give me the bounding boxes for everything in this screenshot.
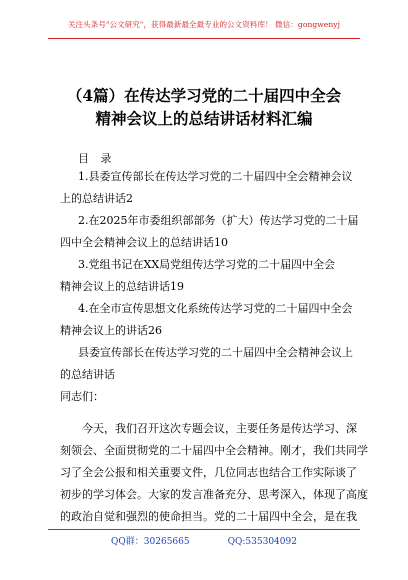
footer-qq-group: QQ群：30265665 [111,537,190,547]
footer-qq: QQ:535304092 [227,537,297,547]
body-line: 的政治自觉和强烈的使命担当。党的二十届四中全会，是在我 [60,510,357,523]
body-line: 刻领会、全面贯彻党的二十届四中全会精神。刚才，我们共同学 [60,444,368,457]
document-title [40,84,368,130]
toc-heading: 目 录 [78,152,116,165]
header-divider [48,38,360,39]
body-line: 初步的学习体会。大家的发言准备充分、思考深入，体现了高度 [60,488,368,501]
title-line-2: 精神会议上的总结讲话材料汇编 [95,109,313,128]
toc-line: 精神会议上的讲话26 [60,324,162,337]
toc-line: 精神会议上的总结讲话19 [60,280,184,293]
salutation: 同志们： [60,390,104,403]
toc-line: 2.在2025年市委组织部部务（扩大）传达学习党的二十届 [78,214,359,227]
body-line: 今天，我们召开这次专题会议，主要任务是传达学习、深 [82,422,357,435]
toc-line: 四中全会精神会议上的总结讲话10 [60,236,228,249]
toc-line: 4.在全市宣传思想文化系统传达学习党的二十届四中全会 [78,302,353,315]
paragraph-spacer [60,408,360,418]
body-line: 县委宣传部长在传达学习党的二十届四中全会精神会议上 [78,346,353,359]
header-note: 关注头条号"公文研究"，获得最新最全最专业的公文资料库！ 微信：gongwenyj [67,20,341,29]
table-of-contents [60,166,360,342]
footer-contact [0,534,408,547]
speech-body [60,342,368,528]
body-line: 习了全会公报和相关重要文件，几位同志也结合工作实际谈了 [60,466,357,479]
footer-divider [48,529,360,530]
toc-line: 上的总结讲话2 [60,192,133,205]
toc-line: 1.县委宣传部长在传达学习党的二十届四中全会精神会议 [78,170,353,183]
toc-line: 3.党组书记在XX局党组传达学习党的二十届四中全会 [78,258,336,271]
title-line-1: （4篇）在传达学习党的二十届四中全会 [66,86,342,105]
body-line: 的总结讲话 [60,368,115,381]
